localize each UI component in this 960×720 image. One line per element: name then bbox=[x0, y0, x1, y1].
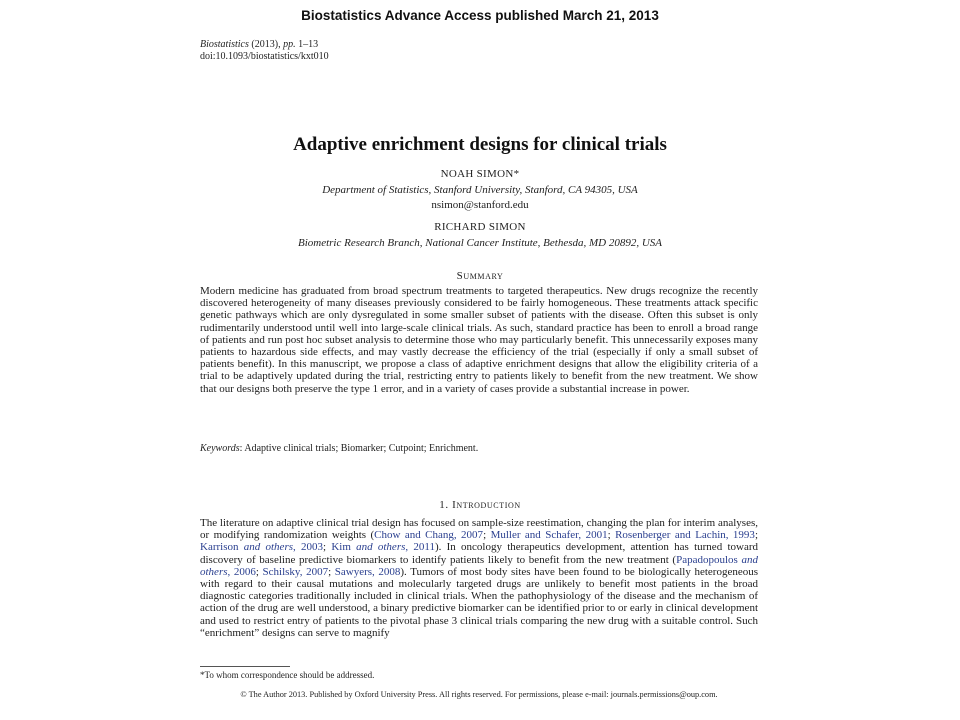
citation-link[interactable]: Rosenberger and Lachin, 1993 bbox=[615, 529, 755, 542]
citation-etal: and others bbox=[243, 541, 293, 554]
intro-text: The literature on adaptive clinical trial design has focused on sample-size reestimation, changing the plan for interim analyses, or modifying randomization weights ( bbox=[200, 517, 758, 542]
citation-year: , 2006 bbox=[227, 565, 256, 578]
intro-text: ; bbox=[255, 565, 263, 578]
paper-title: Adaptive enrichment designs for clinical trials bbox=[293, 134, 667, 155]
advance-access-banner: Biostatistics Advance Access published March 21, 2013 bbox=[301, 8, 659, 23]
journal-name: Biostatistics bbox=[200, 39, 249, 50]
citation-link[interactable] bbox=[200, 541, 323, 553]
summary-paragraph: Modern medicine has graduated from broad spectrum treatments to targeted therapeutics. New drugs recognize the recently discovered heterogeneity of many diseases previously considered to be fairly homogeneous. These treatments attack specific genetic pathways which are only dysregulated in some smaller subset of patients with the disease. Often this subset is only rudimentarily understood until well into large-scale clinical trials. As such, standard practice has been to enroll a broad range of patients and run post hoc subset analysis to determine those who may particularly benefit. This unnecessarily exposes many patients to hazardous side effects, and may vastly decrease the efficiency of the trial (especially if only a small subset of patients benefit). In this manuscript, we propose a class of adaptive enrichment designs that allow the eligibility criteria of a trial to be adaptively updated during the trial, restricting entry to patients likely to benefit from the new treatment. We show that our designs both preserve the type 1 error, and in a variety of cases provide a substantial increase in power. bbox=[200, 285, 758, 395]
citation-author: Karrison bbox=[200, 541, 244, 554]
keywords-line bbox=[200, 443, 758, 454]
intro-text: ). In oncology therapeutics development, attention has turned toward discovery of baseline predictive biomarkers to identify patients likely to benefit from the new treatment ( bbox=[200, 541, 758, 566]
citation-year: , 2003 bbox=[293, 541, 323, 554]
citation-etal: and others bbox=[356, 541, 406, 554]
citation-link[interactable]: Chow and Chang, 2007 bbox=[374, 529, 484, 542]
keywords-label: Keywords bbox=[200, 443, 240, 454]
correspondence-footnote: *To whom correspondence should be addressed. bbox=[200, 670, 375, 680]
introduction-paragraph bbox=[200, 517, 758, 639]
author-email: nsimon@stanford.edu bbox=[431, 199, 529, 211]
footnote-divider bbox=[200, 666, 290, 667]
intro-text: ; bbox=[607, 529, 616, 542]
citation-link[interactable]: Schilsky, 2007 bbox=[262, 565, 329, 578]
author-name: NOAH SIMON* bbox=[440, 168, 520, 180]
citation-etal: and others bbox=[200, 553, 758, 578]
journal-meta bbox=[200, 39, 329, 63]
journal-pages: 1–13 bbox=[295, 39, 319, 50]
author-affiliation: Department of Statistics, Stanford University, Stanford, CA 94305, USA bbox=[322, 184, 638, 196]
intro-text: ; bbox=[328, 565, 335, 578]
copyright-line: © The Author 2013. Published by Oxford University Press. All rights reserved. For permissions, please e-mail: journals.permissions@oup.com. bbox=[240, 690, 718, 699]
intro-text: ; bbox=[754, 529, 758, 542]
citation-author: Kim bbox=[331, 541, 357, 554]
intro-text: ; bbox=[323, 541, 332, 554]
citation-link[interactable]: Sawyers, 2008 bbox=[334, 565, 401, 578]
citation-author: Papadopoulos bbox=[676, 553, 742, 566]
citation-link[interactable]: Muller and Schafer, 2001 bbox=[490, 529, 608, 542]
summary-heading: Summary bbox=[456, 270, 504, 282]
journal-citation-line bbox=[200, 39, 329, 51]
author-affiliation: Biometric Research Branch, National Cancer Institute, Bethesda, MD 20892, USA bbox=[297, 237, 663, 249]
citation-link[interactable] bbox=[331, 541, 435, 553]
author-name: RICHARD SIMON bbox=[434, 221, 526, 233]
introduction-heading: 1. Introduction bbox=[439, 499, 521, 511]
citation-year: , 2011 bbox=[405, 541, 435, 554]
journal-year: (2013), bbox=[248, 39, 284, 50]
intro-text: ; bbox=[483, 529, 491, 542]
journal-pages-label: pp. bbox=[283, 39, 296, 50]
keywords-text: : Adaptive clinical trials; Biomarker; Cutpoint; Enrichment. bbox=[239, 443, 479, 454]
journal-doi: doi:10.1093/biostatistics/kxt010 bbox=[200, 51, 329, 62]
intro-text: ). Tumors of most body sites have been found to be biologically heterogeneous with regard to their causal mutations and molecularly targeted drugs are unlikely to benefit most patients in the broad diagnostic categories traditionally included in clinical trials. When the pathophysiology of the disease and the mechanism of action of the drug are well understood, a binary predictive biomarker can be identified prior to or early in clinical development and used to restrict entry of patients to the pivotal phase 3 clinical trials comparing the new drug with a suitable control. Such “enrichment” designs can serve to magnify bbox=[200, 565, 758, 639]
